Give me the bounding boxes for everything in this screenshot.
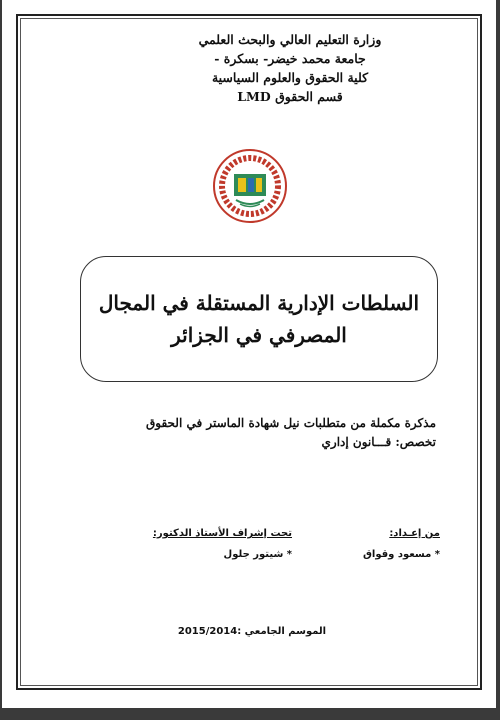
specialty-line: تخصص: قـــانون إداري	[321, 435, 436, 449]
supervisor-heading: تحت إشراف الأستاذ الدكتور:	[152, 528, 292, 539]
memo-purpose-line: مذكرة مكملة من متطلبات نيل شهادة الماستر في الحقوق	[145, 416, 436, 430]
thesis-title-box	[80, 256, 438, 382]
university-emblem-icon	[212, 148, 288, 224]
thesis-title-line-1: السلطات الإدارية المستقلة في المجال	[98, 291, 420, 315]
document-page	[2, 0, 496, 708]
department-line: قسم الحقوق LMD	[237, 89, 343, 104]
ministry-line: وزارة التعليم العالي والبحث العلمي	[198, 32, 382, 47]
supervisor-block	[102, 528, 292, 560]
academic-year: الموسم الجامعي :2015/2014	[177, 626, 327, 637]
thesis-title-line-2: المصرفي في الجزائر	[171, 323, 347, 347]
prepared-by-heading: من إعـداد:	[389, 528, 440, 539]
university-line: جامعة محمد خيضر- بسكرة -	[214, 51, 366, 66]
faculty-line: كلية الحقوق والعلوم السياسية	[211, 70, 369, 85]
institution-header	[140, 30, 440, 106]
student-name: * مسعود وقواق	[362, 549, 440, 560]
memo-description	[36, 414, 436, 452]
supervisor-name: * شيتور جلول	[223, 549, 292, 560]
bottom-bar	[0, 708, 500, 720]
prepared-by-block	[300, 528, 440, 560]
